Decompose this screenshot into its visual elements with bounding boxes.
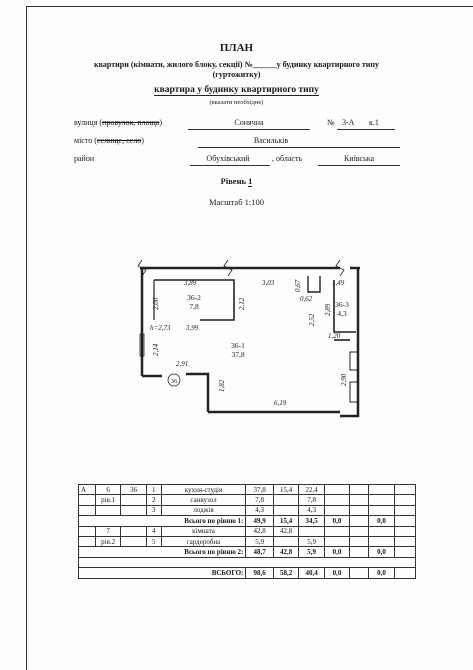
- table-cell: гардеробна: [161, 536, 246, 546]
- dim-entry-vertical: 1,82: [218, 379, 226, 392]
- table-cell: 42,8: [246, 526, 274, 536]
- table-cell: 4,3: [246, 505, 274, 515]
- dim-right-short: 1,20: [328, 332, 341, 340]
- table-cell: 0,0: [369, 516, 394, 526]
- building-value: к.1: [369, 118, 379, 127]
- table-cell: 0,0: [324, 547, 349, 557]
- table-row: [79, 495, 416, 505]
- dim-top-mid: 3,03: [262, 279, 275, 287]
- table-cell: [121, 536, 146, 546]
- table-cell: 3: [146, 505, 161, 515]
- city-label-a: місто (: [74, 136, 97, 145]
- area-table: [78, 484, 416, 579]
- table-cell: [350, 547, 369, 557]
- table-cell: [79, 495, 96, 505]
- city-value: Васильків: [253, 136, 289, 145]
- table-cell: 7,8: [246, 495, 274, 505]
- dim-height: h=2,73: [150, 324, 171, 332]
- floor-plan: [128, 252, 368, 432]
- table-cell: 49,9: [246, 516, 274, 526]
- dim-top-left: 3,89: [184, 279, 197, 287]
- room-2-area: 7,8: [189, 302, 199, 311]
- table-cell: [121, 495, 146, 505]
- table-cell: [79, 526, 96, 536]
- table-cell: [394, 516, 415, 526]
- table-cell: [79, 557, 416, 567]
- subtotal-label: Всього по рівню 1:: [79, 516, 246, 526]
- table-cell: 1: [146, 485, 161, 495]
- table-cell: 37,8: [246, 485, 274, 495]
- number-underline: [337, 129, 395, 130]
- dim-right-lower: 2,90: [340, 373, 348, 386]
- table-cell: 40,4: [299, 568, 324, 578]
- table-row: [79, 536, 416, 546]
- dim-inner-b: 2,52: [308, 313, 316, 326]
- frame-top-line: [26, 6, 473, 7]
- dim-left-upper: 2,00: [152, 297, 160, 310]
- table-cell: 0,0: [369, 547, 394, 557]
- street-underline: [188, 129, 310, 130]
- wall-entry: [186, 374, 208, 412]
- room-3-id: 36-3: [335, 300, 349, 309]
- city-label: [74, 136, 144, 145]
- subtotal-row-2: [79, 547, 416, 557]
- table-cell: 5: [146, 536, 161, 546]
- table-cell: 0,0: [369, 568, 394, 578]
- table-cell: [273, 495, 298, 505]
- dim-mid-vertical: 2,12: [238, 297, 246, 310]
- table-cell: [394, 495, 415, 505]
- table-cell: 42,8: [273, 547, 298, 557]
- street-label: [74, 118, 162, 127]
- table-cell: [369, 526, 394, 536]
- dim-top-right-a: 0,67: [294, 279, 302, 292]
- subtotal-label: Всього по рівню 2:: [79, 547, 246, 557]
- table-cell: 6: [95, 485, 120, 495]
- table-cell: [394, 485, 415, 495]
- table-cell: [369, 495, 394, 505]
- total-row: [79, 568, 416, 578]
- table-cell: [299, 526, 324, 536]
- subtitle-line-1: квартири (кімнати, жилого блоку, секції) №______у будинку квартирного типу: [93, 60, 380, 69]
- table-cell: 5,9: [299, 547, 324, 557]
- region-underline: [318, 165, 400, 166]
- table-cell: 4: [146, 526, 161, 536]
- table-cell: 42,8: [273, 526, 298, 536]
- street-label-a: вулиця (: [74, 118, 103, 127]
- table-cell: 15,4: [273, 485, 298, 495]
- table-row: [79, 526, 416, 536]
- table-cell: [273, 505, 298, 515]
- street-label-c: ): [159, 118, 163, 127]
- room-2-id: 36-2: [187, 293, 201, 302]
- table-cell: 22,4: [299, 485, 324, 495]
- table-cell: [394, 536, 415, 546]
- table-cell: [273, 536, 298, 546]
- table-cell: 7: [95, 526, 120, 536]
- table-cell: кімната: [161, 526, 246, 536]
- table-cell: [394, 568, 415, 578]
- level-value: 1: [248, 176, 253, 186]
- table-cell: [324, 505, 349, 515]
- table-cell: 4,3: [299, 505, 324, 515]
- table-row: [79, 485, 416, 495]
- table-cell: [394, 526, 415, 536]
- table-cell: [324, 485, 349, 495]
- wall-right: [340, 268, 358, 416]
- empty-row: [79, 557, 416, 567]
- region-value: Київська: [343, 154, 375, 163]
- subtitle-line-2: (гуртожитку): [212, 70, 261, 79]
- table-cell: [121, 505, 146, 515]
- room-1-area: 37,8: [231, 350, 245, 359]
- table-cell: 98,6: [246, 568, 274, 578]
- number-label: №: [327, 118, 335, 127]
- page-title: ПЛАН: [219, 42, 254, 54]
- table-cell: [324, 495, 349, 505]
- table-cell: [369, 536, 394, 546]
- district-underline: [190, 165, 270, 166]
- partition-niche: [308, 276, 320, 292]
- table-cell: 0,0: [324, 516, 349, 526]
- scale-text: Масштаб 1:100: [208, 197, 265, 207]
- street-label-strike: провулок, площа: [102, 118, 160, 127]
- table-cell: лоджія: [161, 505, 246, 515]
- dim-left-lower: 2,14: [152, 343, 160, 356]
- table-cell: [79, 536, 96, 546]
- table-cell: [350, 568, 369, 578]
- table-cell: рів.2: [95, 536, 120, 546]
- room-1-id: 36-1: [231, 341, 245, 350]
- table-cell: [350, 485, 369, 495]
- type-line-text: квартира у будинку квартирного типу: [154, 85, 319, 95]
- table-cell: санвузол: [161, 495, 246, 505]
- street-value: Сонячна: [234, 118, 264, 127]
- table-cell: 48,7: [246, 547, 274, 557]
- table-cell: [121, 526, 146, 536]
- dim-room-width: 3,99: [186, 324, 199, 332]
- table-cell: [350, 536, 369, 546]
- entry-marker-label: 36: [170, 378, 178, 385]
- table-cell: [324, 536, 349, 546]
- table-cell: 5,9: [246, 536, 274, 546]
- table-cell: [350, 495, 369, 505]
- type-note: (вказати необхідне): [209, 99, 264, 106]
- table-cell: 15,4: [273, 516, 298, 526]
- dim-inner-c: 2,89: [324, 303, 332, 316]
- table-cell: 0,0: [324, 568, 349, 578]
- table-cell: 5,9: [299, 536, 324, 546]
- dim-top-right-b: 1,49: [332, 279, 345, 287]
- type-line: [0, 85, 473, 95]
- region-separator: , область: [272, 154, 303, 163]
- table-cell: [394, 505, 415, 515]
- city-label-c: ): [141, 136, 144, 145]
- table-cell: [79, 505, 96, 515]
- dim-bottom: 6,19: [274, 399, 287, 407]
- level-label: Рівень: [220, 176, 246, 186]
- total-label: ВСЬОГО:: [79, 568, 246, 578]
- table-row: [79, 505, 416, 515]
- city-label-strike: селище, село: [96, 136, 142, 145]
- district-label: район: [74, 154, 95, 163]
- district-value: Обухівський: [206, 154, 250, 163]
- table-cell: [95, 505, 120, 515]
- table-cell: [350, 505, 369, 515]
- city-underline: [198, 147, 400, 148]
- table-cell: [394, 547, 415, 557]
- dim-inner-a: 0,62: [300, 295, 313, 303]
- table-cell: 36: [121, 485, 146, 495]
- room-3-area: 4,3: [337, 309, 347, 318]
- table-cell: [350, 516, 369, 526]
- table-cell: 2: [146, 495, 161, 505]
- table-cell: [369, 485, 394, 495]
- number-value: 3-А: [342, 118, 355, 127]
- level-line: [0, 176, 473, 186]
- table-cell: 58,2: [273, 568, 298, 578]
- table-cell: 7,8: [299, 495, 324, 505]
- table-cell: [369, 505, 394, 515]
- dim-entry: 2,91: [176, 360, 189, 368]
- table-cell: 34,5: [299, 516, 324, 526]
- table-cell: [350, 526, 369, 536]
- table-cell: кухня-студія: [161, 485, 246, 495]
- table-cell: А: [79, 485, 96, 495]
- table-cell: рів.1: [95, 495, 120, 505]
- subtotal-row-1: [79, 516, 416, 526]
- table-cell: [324, 526, 349, 536]
